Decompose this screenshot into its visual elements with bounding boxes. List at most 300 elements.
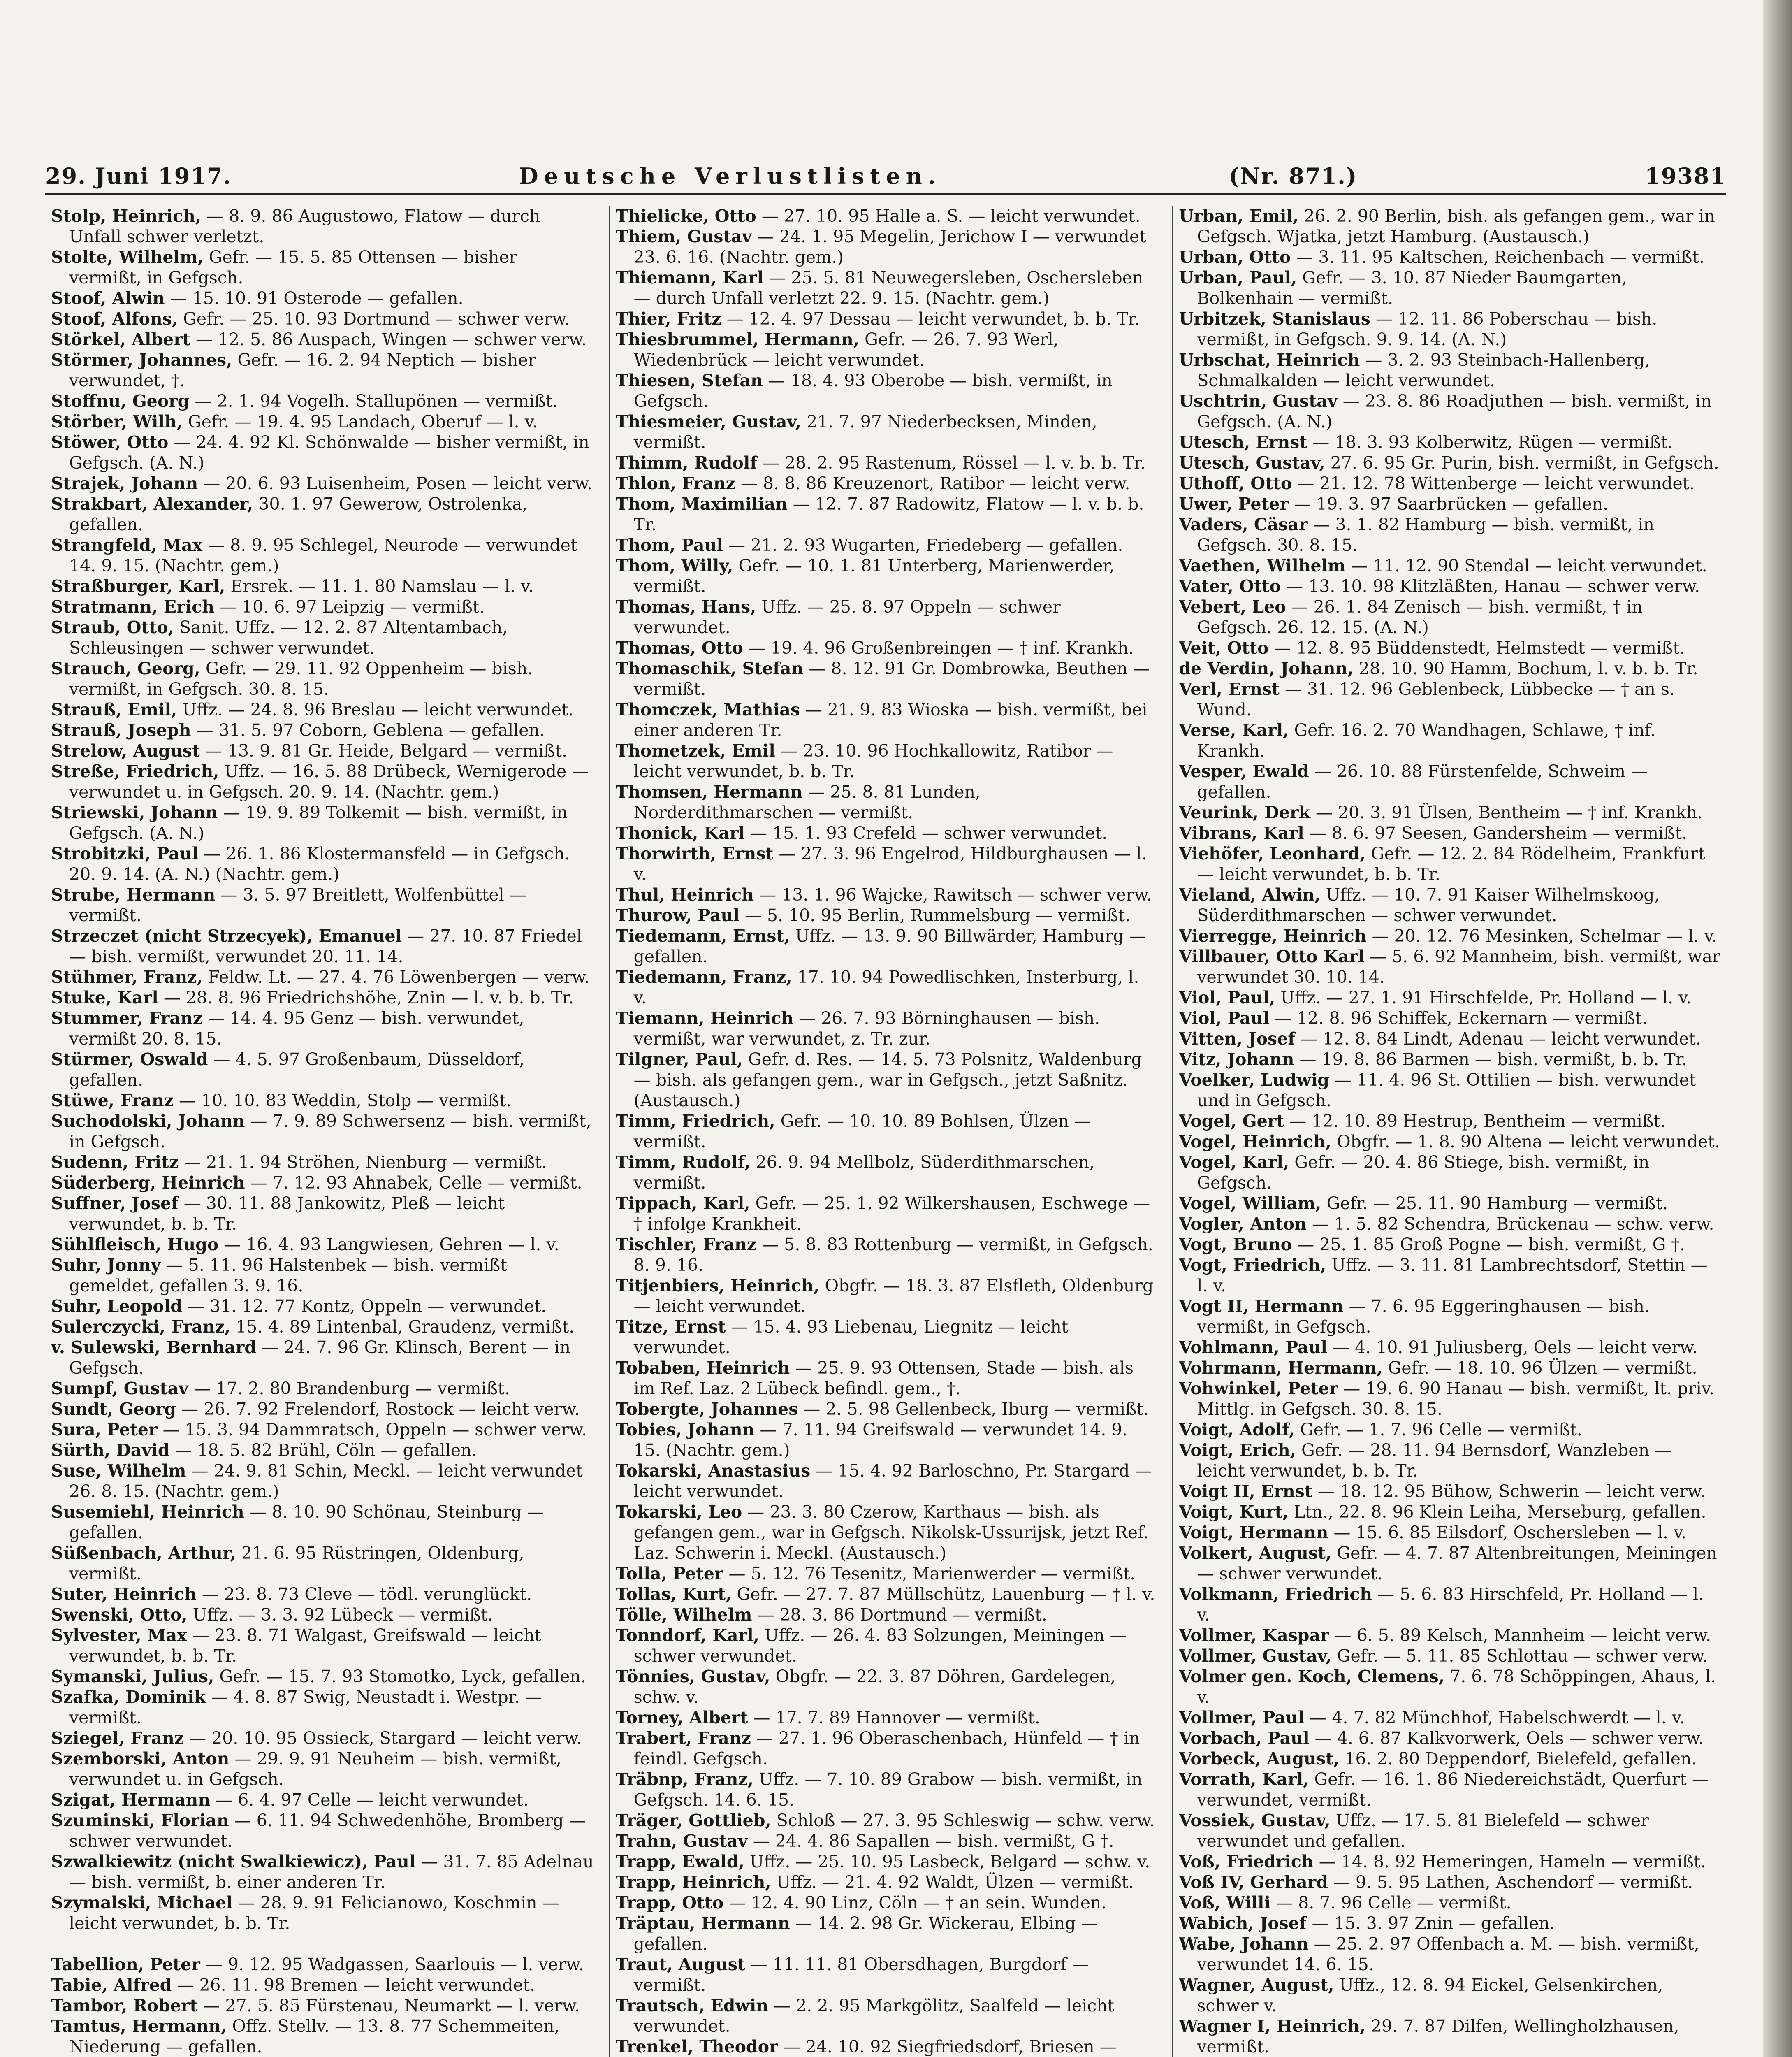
entry-name: Urbschat, Heinrich bbox=[1179, 350, 1360, 370]
casualty-entry bbox=[51, 1378, 594, 1399]
entry-name: Stoof, Alwin bbox=[51, 288, 165, 308]
entry-details: — 6. 11. 94 Schwedenhöhe, Bromberg — schwer verwundet. bbox=[69, 1811, 586, 1851]
entry-details: — 26. 11. 98 Bremen — leicht verwundet. bbox=[172, 1975, 536, 1995]
entry-details: Obgfr. — 22. 3. 87 Döhren, Gardelegen, schw. v. bbox=[633, 1667, 1116, 1707]
entry-name: Strube, Hermann bbox=[51, 885, 216, 905]
casualty-entry bbox=[1179, 1666, 1720, 1707]
entry-name: Verl, Ernst bbox=[1179, 679, 1280, 699]
casualty-entry bbox=[51, 1748, 594, 1790]
entry-details: — 27. 5. 85 Fürstenau, Neumarkt — l. verw. bbox=[197, 1996, 580, 2015]
entry-details: — 12. 5. 86 Auspach, Wingen — schwer verw. bbox=[190, 330, 587, 349]
entry-details: Gefr. — 18. 10. 96 Ülzen — vermißt. bbox=[1382, 1358, 1697, 1378]
entry-name: Suter, Heinrich bbox=[51, 1584, 197, 1604]
casualty-entry bbox=[51, 494, 594, 535]
entry-details: Obgfr. — 1. 8. 90 Altena — leicht verwundet. bbox=[1331, 1132, 1720, 1152]
entry-details: — 19. 6. 90 Hanau — bish. vermißt, lt. priv. Mittlg. in Gefgsch. 30. 8. 15. bbox=[1197, 1379, 1715, 1419]
casualty-entry bbox=[51, 658, 594, 699]
entry-name: Trenkel, Theodor bbox=[615, 2037, 778, 2057]
entry-details: — 17. 7. 89 Hannover — vermißt. bbox=[748, 1708, 1040, 1727]
entry-name: Strauß, Emil, bbox=[51, 700, 177, 720]
entry-details: 26. 2. 90 Berlin, bish. als gefangen gem., war in Gefgsch. Wjatka, jetzt Hamburg. (Austausch.) bbox=[1197, 206, 1715, 246]
entry-details: — 4. 7. 82 Münchhof, Habelschwerdt — l. v. bbox=[1304, 1708, 1685, 1727]
entry-details: — 27. 10. 95 Halle a. S. — leicht verwundet. bbox=[756, 206, 1141, 226]
entry-name: Szuminski, Florian bbox=[51, 1811, 229, 1830]
entry-name: Träptau, Hermann bbox=[615, 1913, 790, 1933]
entry-name: Sudenn, Fritz bbox=[51, 1152, 179, 1172]
entry-details: Uffz. — 10. 7. 91 Kaiser Wilhelmskoog, Süderdithmarschen — schwer verwundet. bbox=[1197, 885, 1660, 925]
entry-details: — 5. 11. 96 Halstenbek — bish. vermißt gemeldet, gefallen 3. 9. 16. bbox=[69, 1255, 507, 1295]
casualty-entry bbox=[51, 1337, 594, 1378]
casualty-entry bbox=[51, 1543, 594, 1584]
casualty-entry bbox=[51, 967, 594, 987]
entry-details: 7. 6. 78 Schöppingen, Ahaus, l. v. bbox=[1197, 1667, 1716, 1707]
entry-details: — 21. 2. 93 Wugarten, Friedeberg — gefallen. bbox=[723, 535, 1123, 555]
entry-details: Gefr. — 16. 1. 86 Niedereichstädt, Querfurt — verwundet, vermißt. bbox=[1197, 1769, 1709, 1810]
entry-name: Veit, Otto bbox=[1179, 638, 1269, 658]
entry-details: — 20. 12. 76 Mesinken, Schelmar — l. v. bbox=[1366, 926, 1717, 946]
casualty-entry bbox=[1179, 885, 1720, 926]
entry-name: Timm, Rudolf, bbox=[615, 1152, 751, 1172]
entry-name: Tobaben, Heinrich bbox=[615, 1358, 790, 1378]
entry-details: — 23. 3. 80 Czerow, Karthaus — bish. als gefangen gem., war in Gefgsch. Nikolsk-Ussurijsk, jetzt Ref. Laz. Schwerin i. Meckl. (Austausch.) bbox=[633, 1502, 1149, 1563]
casualty-entry bbox=[51, 1687, 594, 1728]
casualty-entry bbox=[51, 1399, 594, 1419]
entry-name: Sura, Peter bbox=[51, 1420, 158, 1439]
entry-name: Tonndorf, Karl, bbox=[615, 1625, 759, 1645]
casualty-entry bbox=[51, 1296, 594, 1316]
entry-name: Torney, Albert bbox=[615, 1708, 748, 1727]
entry-details: Gefr. — 10. 10. 89 Bohlsen, Ülzen — vermißt. bbox=[633, 1111, 1091, 1152]
entry-details: — 9. 5. 95 Lathen, Aschendorf — vermißt. bbox=[1328, 1872, 1693, 1892]
entry-name: Tolla, Peter bbox=[615, 1564, 723, 1583]
entry-details: Uffz. — 25. 10. 95 Lasbeck, Belgard — schw. v. bbox=[744, 1852, 1150, 1871]
entry-details: — 2. 2. 95 Markgölitz, Saalfeld — leicht verwundet. bbox=[633, 1996, 1115, 2036]
casualty-entry bbox=[51, 617, 594, 658]
entry-name: Strzeczet (nicht Strzecyek), Emanuel bbox=[51, 926, 402, 946]
entry-details: — 5. 8. 83 Rottenburg — vermißt, in Gefgsch. 8. 9. 16. bbox=[633, 1235, 1153, 1275]
entry-details: — 24. 1. 95 Megelin, Jerichow I — verwundet 23. 6. 16. (Nachtr. gem.) bbox=[633, 227, 1146, 267]
entry-name: Vesper, Ewald bbox=[1179, 762, 1309, 781]
entry-details: — 25. 2. 97 Offenbach a. M. — bish. vermißt, verwundet 14. 6. 15. bbox=[1197, 1934, 1699, 1974]
casualty-entry bbox=[51, 597, 594, 617]
entry-name: de Verdin, Johann, bbox=[1179, 659, 1354, 678]
entry-name: Strobitzki, Paul bbox=[51, 844, 199, 864]
casualty-entry bbox=[616, 1008, 1157, 1049]
entry-name: Tamtus, Hermann, bbox=[51, 2016, 227, 2036]
entry-details: Gefr. — 28. 11. 94 Bernsdorf, Wanzleben — leicht verwundet, b. b. Tr. bbox=[1197, 1440, 1672, 1481]
entry-details: Sanit. Uffz. — 12. 2. 87 Altentambach, Schleusingen — schwer verwundet. bbox=[69, 618, 508, 658]
entry-details: — 19. 9. 89 Tolkemit — bish. vermißt, in Gefgsch. (A. N.) bbox=[69, 803, 568, 843]
entry-name: Titze, Ernst bbox=[615, 1317, 726, 1337]
entry-name: Tambor, Robert bbox=[51, 1996, 198, 2015]
entry-name: Urban, Otto bbox=[1179, 247, 1291, 267]
entry-details: — 4. 8. 87 Swig, Neustadt i. Westpr. — vermißt. bbox=[69, 1687, 542, 1727]
casualty-entry bbox=[1179, 1152, 1720, 1193]
entry-details: Uffz. — 3. 11. 81 Lambrechtsdorf, Stettin — l. v. bbox=[1197, 1255, 1708, 1295]
entry-details: — 15. 6. 85 Eilsdorf, Oschersleben — l. v. bbox=[1328, 1523, 1687, 1542]
entry-name: Stolte, Wilhelm, bbox=[51, 247, 204, 267]
entry-details: — 12. 8. 84 Lindt, Adenau — leicht verwundet. bbox=[1295, 1029, 1701, 1049]
entry-name: Trapp, Otto bbox=[615, 1893, 724, 1913]
entry-name: Voigt, Erich, bbox=[1179, 1440, 1296, 1460]
entry-details: Offz. Stellv. — 13. 8. 77 Schemmeiten, Niederung — gefallen. bbox=[69, 2016, 560, 2057]
entry-details: — 18. 3. 93 Kolberwitz, Rügen — vermißt. bbox=[1307, 432, 1673, 452]
entry-details: — 21. 1. 94 Ströhen, Nienburg — vermißt. bbox=[179, 1152, 547, 1172]
casualty-entry bbox=[1179, 1028, 1720, 1049]
entry-details: — 26. 1. 84 Zenisch — bish. vermißt, † in Gefgsch. 26. 12. 15. (A. N.) bbox=[1197, 597, 1643, 637]
entry-name: Tokarski, Leo bbox=[615, 1502, 742, 1522]
entry-details: Uffz. — 26. 4. 83 Solzungen, Meiningen — schwer verwundet. bbox=[633, 1625, 1127, 1666]
entry-details: Gefr. — 25. 10. 93 Dortmund — schwer verw. bbox=[178, 309, 570, 329]
entry-name: Stoof, Alfons, bbox=[51, 309, 178, 329]
entry-details: — 1. 5. 82 Schendra, Brückenau — schw. verw. bbox=[1306, 1214, 1714, 1234]
entry-name: Voigt II, Ernst bbox=[1179, 1481, 1312, 1501]
entry-details: 21. 6. 95 Rüstringen, Oldenburg, vermißt. bbox=[69, 1543, 524, 1583]
casualty-entry bbox=[1179, 1892, 1720, 1913]
casualty-entry bbox=[1179, 926, 1720, 946]
entry-name: Tobergte, Johannes bbox=[615, 1399, 798, 1419]
entry-name: Sühlfleisch, Hugo bbox=[51, 1235, 219, 1254]
casualty-entry bbox=[51, 1152, 594, 1172]
entry-name: Thlon, Franz bbox=[615, 474, 735, 493]
casualty-entry bbox=[51, 1502, 594, 1543]
casualty-entry bbox=[616, 1316, 1157, 1358]
entry-details: Gefr. — 15. 5. 85 Ottensen — bisher vermißt, in Gefgsch. bbox=[69, 247, 517, 288]
casualty-entry bbox=[51, 1440, 594, 1460]
entry-name: Suhr, Jonny bbox=[51, 1255, 161, 1275]
casualty-entry bbox=[616, 1995, 1157, 2036]
casualty-entry bbox=[51, 699, 594, 720]
entry-name: Vogt, Bruno bbox=[1179, 1235, 1292, 1254]
entry-name: Symanski, Julius, bbox=[51, 1667, 214, 1686]
entry-details: — 24. 4. 92 Kl. Schönwalde — bisher vermißt, in Gefgsch. (A. N.) bbox=[69, 432, 589, 473]
entry-details: — 23. 8. 71 Walgast, Greifswald — leicht verwundet, b. b. Tr. bbox=[69, 1625, 541, 1666]
entry-name: Thimm, Rudolf bbox=[615, 453, 757, 473]
entry-name: Verse, Karl, bbox=[1179, 720, 1289, 740]
entry-name: Sundt, Georg bbox=[51, 1399, 176, 1419]
casualty-entry bbox=[1179, 1131, 1720, 1152]
entry-details: — 13. 10. 98 Klitzläßten, Hanau — schwer verw. bbox=[1281, 576, 1700, 596]
casualty-entry bbox=[616, 1892, 1157, 1913]
casualty-entry bbox=[616, 1152, 1157, 1193]
casualty-entry bbox=[51, 1584, 594, 1604]
casualty-entry bbox=[1179, 1543, 1720, 1584]
entry-name: Vollmer, Gustav, bbox=[1179, 1646, 1332, 1666]
casualty-entry bbox=[1179, 555, 1720, 576]
entry-name: Voigt, Hermann bbox=[1179, 1523, 1328, 1542]
casualty-entry bbox=[51, 1625, 594, 1666]
entry-name: Volkert, August, bbox=[1179, 1543, 1332, 1563]
entry-details: — 7. 6. 95 Eggeringhausen — bish. vermißt, in Gefgsch. bbox=[1197, 1296, 1650, 1337]
entry-details: — 20. 6. 93 Luisenheim, Posen — leicht verw. bbox=[198, 474, 593, 493]
entry-details: Uffz., 12. 8. 94 Eickel, Gelsenkirchen, schwer v. bbox=[1197, 1975, 1663, 2015]
casualty-entry bbox=[1179, 1049, 1720, 1070]
casualty-entry bbox=[51, 1419, 594, 1440]
entry-details: Uffz. — 17. 5. 81 Bielefeld — schwer verwundet und gefallen. bbox=[1197, 1811, 1649, 1851]
casualty-entry bbox=[1179, 1111, 1720, 1131]
entry-name: Tabie, Alfred bbox=[51, 1975, 172, 1995]
casualty-entry bbox=[51, 1460, 594, 1502]
entry-details: — 15. 4. 93 Liebenau, Liegnitz — leicht verwundet. bbox=[633, 1317, 1069, 1357]
entry-details: — 12. 4. 97 Dessau — leicht verwundet, b. b. Tr. bbox=[721, 309, 1140, 329]
entry-details: — 24. 10. 92 Siegfriedsdorf, Briesen — bbox=[783, 2037, 1117, 2057]
entry-name: Straßburger, Karl, bbox=[51, 576, 225, 596]
casualty-entry bbox=[1179, 597, 1720, 638]
casualty-entry bbox=[1179, 1214, 1720, 1234]
entry-details: — 5. 12. 76 Tesenitz, Marienwerder — vermißt. bbox=[723, 1564, 1136, 1583]
entry-name: Stühmer, Franz, bbox=[51, 967, 203, 987]
casualty-entry bbox=[616, 1831, 1157, 1851]
entry-details: Uffz. — 13. 9. 90 Billwärder, Hamburg — gefallen. bbox=[633, 926, 1146, 966]
entry-name: Tölle, Wilhelm bbox=[615, 1605, 752, 1625]
entry-name: Thom, Maximilian bbox=[615, 494, 788, 514]
entry-details: — 4. 5. 97 Großenbaum, Düsseldorf, gefallen. bbox=[69, 1049, 525, 1090]
casualty-entry bbox=[51, 350, 594, 391]
text-columns bbox=[45, 206, 1726, 2057]
entry-details: Uffz. — 25. 8. 97 Oppeln — schwer verwundet. bbox=[633, 597, 1061, 637]
entry-name: Tollas, Kurt, bbox=[615, 1584, 732, 1604]
casualty-entry bbox=[51, 1666, 594, 1687]
entry-details: 16. 2. 80 Deppendorf, Bielefeld, gefallen. bbox=[1339, 1749, 1697, 1769]
casualty-entry bbox=[1179, 1358, 1720, 1378]
entry-name: Voelker, Ludwig bbox=[1179, 1070, 1329, 1090]
casualty-entry bbox=[1179, 432, 1720, 453]
entry-details: — 13. 1. 96 Wajcke, Rawitsch — schwer verw. bbox=[754, 885, 1152, 905]
entry-name: Trautsch, Edwin bbox=[615, 1996, 769, 2015]
entry-details: — 24. 9. 81 Schin, Meckl. — leicht verwundet 26. 8. 15. (Nachtr. gem.) bbox=[69, 1461, 583, 1501]
entry-details: — 8. 10. 90 Schönau, Steinburg — gefallen. bbox=[69, 1502, 544, 1542]
entry-details: Gefr. — 1. 7. 96 Celle — vermißt. bbox=[1294, 1420, 1582, 1439]
entry-name: Vollmer, Paul bbox=[1179, 1708, 1305, 1727]
entry-details: Uffz. — 3. 3. 92 Lübeck — vermißt. bbox=[187, 1605, 493, 1625]
entry-details: — 3. 5. 97 Breitlett, Wolfenbüttel — vermißt. bbox=[69, 885, 526, 925]
entry-name: Urban, Emil, bbox=[1179, 206, 1299, 226]
entry-details: — 25. 8. 81 Lunden, Norderdithmarschen — vermißt. bbox=[633, 782, 981, 822]
casualty-entry bbox=[1179, 1872, 1720, 1892]
casualty-entry bbox=[51, 720, 594, 741]
casualty-entry bbox=[1179, 494, 1720, 514]
entry-name: Streße, Friedrich, bbox=[51, 762, 219, 781]
entry-name: Szigat, Hermann bbox=[51, 1790, 211, 1810]
entry-details: Uffz. — 7. 10. 89 Grabow — bish. vermißt, in Gefgsch. 14. 6. 15. bbox=[633, 1769, 1143, 1810]
entry-name: Vater, Otto bbox=[1179, 576, 1281, 596]
casualty-entry bbox=[616, 1810, 1157, 1831]
entry-details: — 15. 4. 92 Barloschno, Pr. Stargard — leicht verwundet. bbox=[633, 1461, 1152, 1501]
casualty-entry bbox=[616, 1419, 1157, 1460]
entry-name: Volmer gen. Koch, Clemens, bbox=[1179, 1667, 1445, 1686]
casualty-entry bbox=[1179, 206, 1720, 247]
entry-name: Voß, Friedrich bbox=[1179, 1852, 1314, 1871]
casualty-entry bbox=[1179, 350, 1720, 391]
entry-name: Suffner, Josef bbox=[51, 1193, 179, 1213]
casualty-entry bbox=[1179, 1584, 1720, 1625]
casualty-entry bbox=[1179, 1234, 1720, 1255]
casualty-entry bbox=[1179, 576, 1720, 597]
page-header bbox=[45, 156, 1726, 189]
entry-details: 21. 7. 97 Niederbecksen, Minden, vermißt. bbox=[633, 412, 1097, 452]
entry-name: Sulerczycki, Franz, bbox=[51, 1317, 231, 1337]
casualty-entry bbox=[616, 555, 1157, 597]
casualty-entry bbox=[51, 1954, 594, 1975]
entry-name: Trapp, Ewald, bbox=[615, 1852, 744, 1871]
entry-name: Vogler, Anton bbox=[1179, 1214, 1307, 1234]
entry-name: Szymalski, Michael bbox=[51, 1893, 233, 1913]
entry-details: — 8. 9. 86 Augustowo, Flatow — durch Unfall schwer verletzt. bbox=[69, 206, 540, 246]
entry-name: Vogel, Gert bbox=[1179, 1111, 1284, 1131]
entry-name: Thomczek, Mathias bbox=[615, 700, 800, 720]
entry-details: Gefr. — 4. 7. 87 Altenbreitungen, Meiningen — schwer verwundet. bbox=[1197, 1543, 1717, 1583]
casualty-entry bbox=[1179, 843, 1720, 885]
casualty-entry bbox=[51, 473, 594, 494]
entry-name: Stürmer, Oswald bbox=[51, 1049, 208, 1069]
entry-name: Vorrath, Karl, bbox=[1179, 1769, 1309, 1789]
entry-details: 30. 1. 97 Gewerow, Ostrolenka, gefallen. bbox=[69, 494, 528, 534]
casualty-entry bbox=[616, 473, 1157, 494]
casualty-entry bbox=[51, 1316, 594, 1337]
entry-details: — 12. 7. 87 Radowitz, Flatow — l. v. b. b. Tr. bbox=[633, 494, 1144, 534]
casualty-entry bbox=[51, 802, 594, 843]
entry-details: — 15. 3. 97 Znin — gefallen. bbox=[1306, 1913, 1555, 1933]
casualty-entry bbox=[1179, 2016, 1720, 2057]
casualty-entry bbox=[51, 288, 594, 309]
entry-details: Uffz. — 24. 8. 96 Breslau — leicht verwundet. bbox=[177, 700, 574, 720]
entry-details: Feldw. Lt. — 27. 4. 76 Löwenbergen — verw. bbox=[202, 967, 590, 987]
casualty-entry bbox=[1179, 1707, 1720, 1728]
header-title: Deutsche Verlustlisten. bbox=[519, 163, 941, 189]
entry-details: — 13. 9. 81 Gr. Heide, Belgard — vermißt. bbox=[199, 741, 568, 761]
entry-details: Ersrek. — 11. 1. 80 Namslau — l. v. bbox=[225, 576, 534, 596]
casualty-entry bbox=[616, 1913, 1157, 1954]
casualty-entry bbox=[51, 926, 594, 967]
entry-details: Gefr. — 15. 7. 93 Stomotko, Lyck, gefallen. bbox=[214, 1667, 586, 1686]
entry-details: — 21. 12. 78 Wittenberge — leicht verwundet. bbox=[1292, 474, 1695, 493]
entry-name: v. Sulewski, Bernhard bbox=[51, 1337, 257, 1357]
entry-details: — 23. 8. 73 Cleve — tödl. verunglückt. bbox=[196, 1584, 532, 1604]
casualty-entry bbox=[51, 329, 594, 350]
entry-details: — 2. 5. 98 Gellenbeck, Iburg — vermißt. bbox=[798, 1399, 1149, 1419]
entry-name: Thul, Heinrich bbox=[615, 885, 754, 905]
casualty-entry bbox=[616, 1111, 1157, 1152]
entry-details: — 9. 12. 95 Wadgassen, Saarlouis — l. verw. bbox=[200, 1955, 584, 1974]
casualty-entry bbox=[1179, 309, 1720, 350]
casualty-entry bbox=[616, 926, 1157, 967]
entry-name: Szafka, Dominik bbox=[51, 1687, 206, 1707]
entry-name: Voß IV, Gerhard bbox=[1179, 1872, 1328, 1892]
entry-name: Thorwirth, Ernst bbox=[615, 844, 774, 864]
casualty-entry bbox=[1179, 1481, 1720, 1502]
entry-details: — 27. 1. 96 Oberaschenbach, Hünfeld — † in feindl. Gefgsch. bbox=[633, 1728, 1140, 1769]
casualty-entry bbox=[616, 782, 1157, 823]
casualty-entry bbox=[51, 309, 594, 329]
section-gap bbox=[51, 1934, 594, 1954]
casualty-entry bbox=[616, 411, 1157, 453]
casualty-entry bbox=[51, 247, 594, 288]
entry-details: Gefr. — 20. 4. 86 Stiege, bish. vermißt, in Gefgsch. bbox=[1197, 1152, 1650, 1193]
casualty-entry bbox=[616, 823, 1157, 843]
entry-name: Vossiek, Gustav, bbox=[1179, 1811, 1331, 1830]
entry-details: Ltn., 22. 8. 96 Klein Leiha, Merseburg, gefallen. bbox=[1288, 1502, 1706, 1522]
entry-details: Gefr. 16. 2. 70 Wandhagen, Schlawe, † inf. Krankh. bbox=[1197, 720, 1656, 761]
casualty-entry bbox=[616, 597, 1157, 638]
entry-name: Tobies, Johann bbox=[615, 1420, 755, 1439]
entry-name: Strakbart, Alexander, bbox=[51, 494, 253, 514]
casualty-entry bbox=[51, 1995, 594, 2016]
casualty-entry bbox=[616, 1872, 1157, 1892]
entry-name: Thiesen, Stefan bbox=[615, 371, 763, 390]
entry-details: — 12. 10. 89 Hestrup, Bentheim — vermißt. bbox=[1284, 1111, 1666, 1131]
entry-name: Träger, Gottlieb, bbox=[615, 1811, 771, 1830]
casualty-entry bbox=[616, 1049, 1157, 1111]
casualty-entry bbox=[616, 741, 1157, 782]
casualty-entry bbox=[616, 1460, 1157, 1502]
entry-details: — 18. 4. 93 Oberobe — bish. vermißt, in Gefgsch. bbox=[633, 371, 1113, 411]
entry-name: Tippach, Karl, bbox=[615, 1193, 750, 1213]
entry-name: Vebert, Leo bbox=[1179, 597, 1286, 617]
entry-details: — 10. 10. 83 Weddin, Stolp — vermißt. bbox=[173, 1091, 512, 1110]
entry-name: Utesch, Gustav, bbox=[1179, 453, 1325, 473]
casualty-entry bbox=[616, 206, 1157, 226]
entry-details: — 12. 4. 90 Linz, Cöln — † an sein. Wunden. bbox=[723, 1893, 1107, 1913]
entry-name: Vaders, Cäsar bbox=[1179, 515, 1308, 534]
casualty-entry bbox=[616, 1666, 1157, 1707]
casualty-entry bbox=[1179, 1193, 1720, 1214]
entry-name: Vitten, Josef bbox=[1179, 1029, 1295, 1049]
entry-name: Striewski, Johann bbox=[51, 803, 218, 822]
entry-details: — 20. 3. 91 Ülsen, Bentheim — † inf. Krankh. bbox=[1310, 803, 1703, 822]
entry-details: Uffz. — 27. 1. 91 Hirschfelde, Pr. Holland — l. v. bbox=[1275, 988, 1692, 1008]
casualty-entry bbox=[51, 741, 594, 761]
casualty-entry bbox=[51, 1975, 594, 1995]
casualty-entry bbox=[51, 206, 594, 247]
entry-details: — 3. 2. 93 Steinbach-Hallenberg, Schmalkalden — leicht verwundet. bbox=[1197, 350, 1650, 390]
entry-details: 28. 10. 90 Hamm, Bochum, l. v. b. b. Tr. bbox=[1353, 659, 1698, 678]
casualty-entry bbox=[616, 1954, 1157, 1995]
entry-details: Gefr. — 27. 7. 87 Müllschütz, Lauenburg — † l. v. bbox=[731, 1584, 1155, 1604]
entry-name: Trahn, Gustav bbox=[615, 1831, 748, 1851]
casualty-entry bbox=[51, 1810, 594, 1851]
entry-details: — 14. 2. 98 Gr. Wickerau, Elbing — gefallen. bbox=[633, 1913, 1098, 1954]
casualty-entry bbox=[1179, 823, 1720, 843]
entry-details: — 26. 1. 86 Klostermansfeld — in Gefgsch. 20. 9. 14. (A. N.) (Nachtr. gem.) bbox=[69, 844, 570, 884]
entry-name: Veurink, Derk bbox=[1179, 803, 1310, 822]
casualty-entry bbox=[1179, 946, 1720, 987]
entry-name: Susemiehl, Heinrich bbox=[51, 1502, 244, 1522]
casualty-entry bbox=[616, 1604, 1157, 1625]
entry-details: — 5. 10. 95 Berlin, Rummelsburg — vermißt. bbox=[739, 905, 1131, 925]
casualty-entry bbox=[1179, 1440, 1720, 1481]
entry-name: Tiedemann, Franz, bbox=[615, 967, 792, 987]
casualty-entry bbox=[616, 1193, 1157, 1234]
entry-name: Vaethen, Wilhelm bbox=[1179, 556, 1346, 576]
entry-details: — 14. 4. 95 Genz — bish. verwundet, vermißt 20. 8. 15. bbox=[69, 1008, 524, 1049]
casualty-entry bbox=[51, 761, 594, 802]
entry-details: — 11. 12. 90 Stendal — leicht verwundet. bbox=[1345, 556, 1707, 576]
entry-details: — 24. 4. 86 Sapallen — bish. vermißt, G †. bbox=[747, 1831, 1114, 1851]
entry-details: Gefr. — 10. 1. 81 Unterberg, Marienwerder, vermißt. bbox=[633, 556, 1115, 596]
entry-name: Vohwinkel, Peter bbox=[1179, 1379, 1338, 1398]
entry-name: Wabe, Johann bbox=[1179, 1934, 1309, 1954]
casualty-entry bbox=[616, 494, 1157, 535]
entry-name: Thier, Fritz bbox=[615, 309, 721, 329]
casualty-entry bbox=[51, 432, 594, 473]
entry-name: Viol, Paul, bbox=[1179, 988, 1275, 1008]
casualty-entry bbox=[616, 2036, 1157, 2057]
entry-name: Volkmann, Friedrich bbox=[1179, 1584, 1372, 1604]
casualty-entry bbox=[1179, 1975, 1720, 2016]
entry-details: — 29. 9. 91 Neuheim — bish. vermißt, verwundet u. in Gefgsch. bbox=[69, 1749, 562, 1789]
entry-name: Thom, Paul bbox=[615, 535, 723, 555]
entry-name: Tabellion, Peter bbox=[51, 1955, 200, 1974]
